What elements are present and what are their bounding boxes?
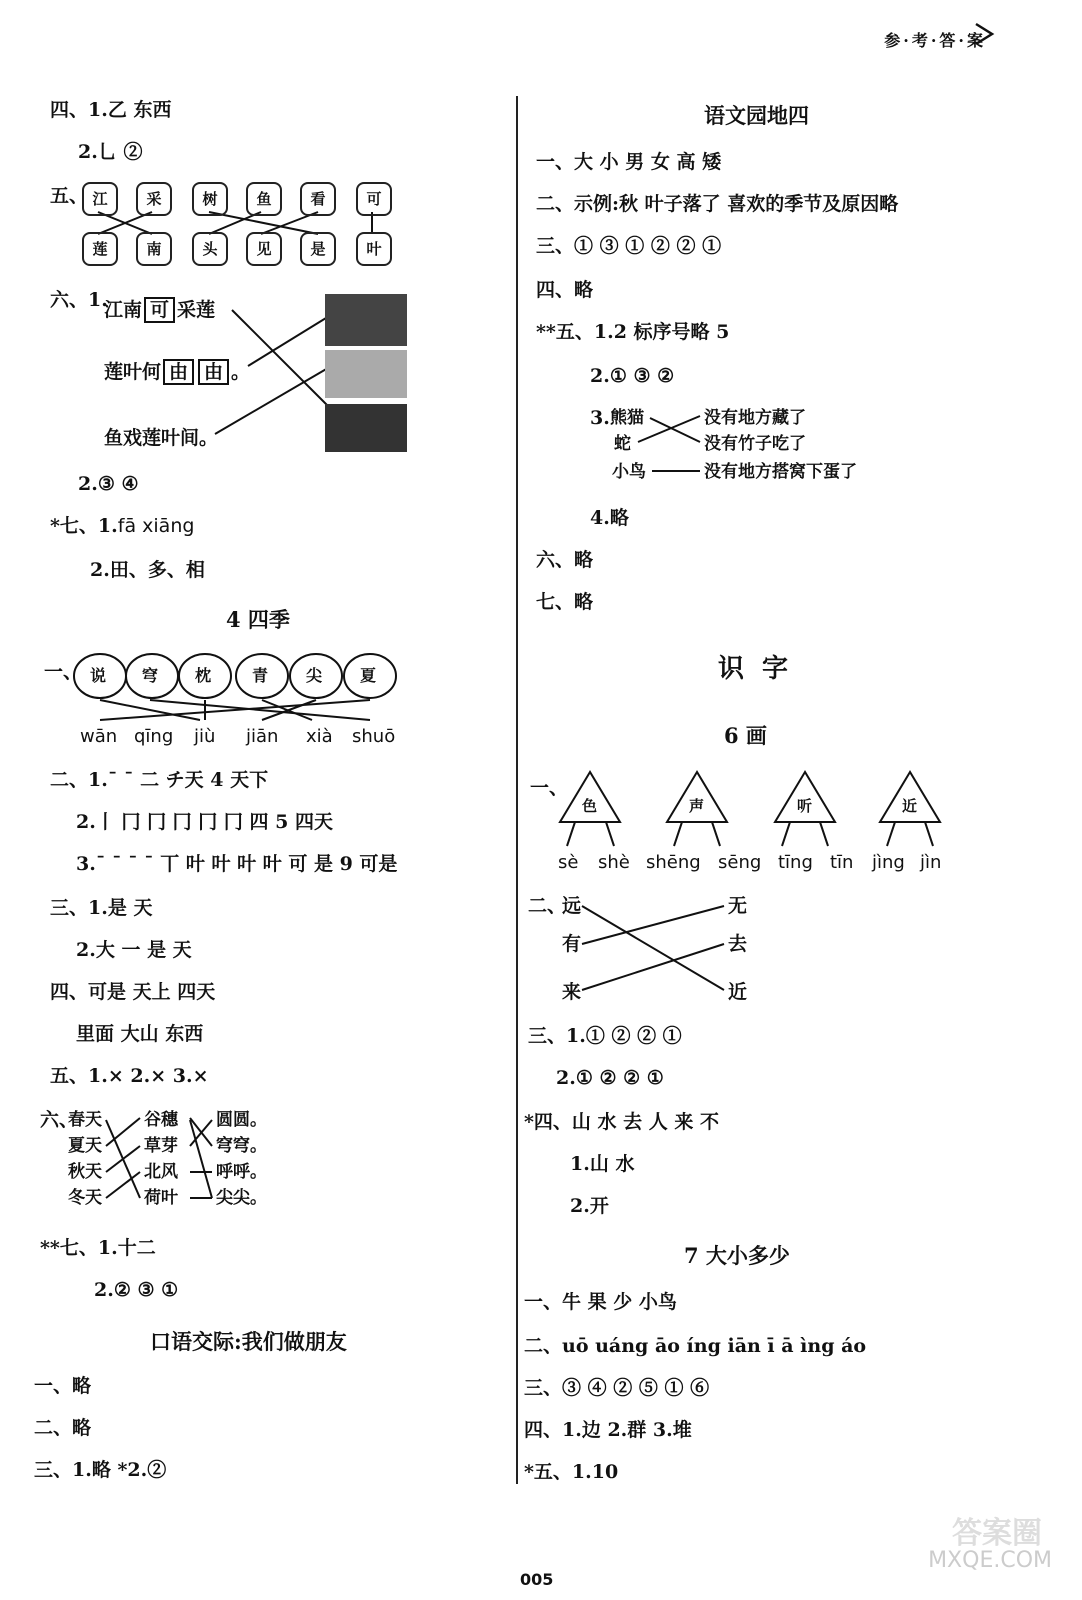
match-right: 无 xyxy=(728,895,748,917)
section-title: 口语交际:我们做朋友 xyxy=(150,1329,347,1354)
answer-line: 一、牛 果 少 小鸟 xyxy=(524,1291,677,1313)
season-word: 冬天 xyxy=(68,1188,102,1208)
watermark-url: MXQE.COM xyxy=(928,1548,1052,1573)
answer-line: 2.田、多、相 xyxy=(90,559,205,581)
answer-line: 2.① ③ ② xyxy=(590,365,675,387)
answer-line: *七、1.fā xiāng xyxy=(50,515,195,537)
season-word: 春天 xyxy=(68,1110,102,1130)
cloud-char: 穹 xyxy=(142,666,159,685)
header-label: 参·考·答·案 xyxy=(884,31,986,50)
answer-line: 二、示例:秋 叶子落了 喜欢的季节及原因略 xyxy=(536,193,899,215)
answer-line: **五、1.2 标序号略 5 xyxy=(536,321,730,343)
section-title: 7 大小多少 xyxy=(684,1243,790,1268)
answer-line: 2.③ ④ xyxy=(78,473,139,495)
answer-line: 2.① ② ② ① xyxy=(556,1067,664,1089)
triangle-char: 声 xyxy=(689,797,705,815)
q5-bottom-char: 头 xyxy=(192,232,228,266)
pinyin: shēng xyxy=(646,852,701,873)
match-left: 远 xyxy=(562,895,582,917)
pinyin: jiù xyxy=(194,726,216,747)
season-word: 圆圆。 xyxy=(216,1110,267,1130)
section-title: 4 四季 xyxy=(226,607,290,632)
match-left: 小鸟 xyxy=(612,462,646,482)
question-number: 五、 xyxy=(50,185,89,207)
answer-line: 鱼戏莲叶间。 xyxy=(104,427,219,449)
answer-line: 三、① ③ ① ② ② ① xyxy=(536,235,722,257)
triangle-char: 听 xyxy=(797,797,813,815)
answer-line: 4.略 xyxy=(590,507,629,529)
answer-line: 三、1.① ② ② ① xyxy=(528,1025,682,1047)
question-number: 一、 xyxy=(530,777,569,799)
match-left: 有 xyxy=(562,933,582,955)
answer-line: 2.乚 ② xyxy=(78,141,143,163)
answer-line: 七、略 xyxy=(536,591,594,613)
pinyin: qīng xyxy=(134,726,174,747)
pinyin: wān xyxy=(80,726,118,747)
question-number: 一、 xyxy=(44,661,83,683)
answer-line: 一、略 xyxy=(34,1375,92,1397)
page-number: 005 xyxy=(520,1570,554,1589)
q5-bottom-char: 叶 xyxy=(356,232,392,266)
question-number: 二、 xyxy=(528,895,567,917)
q5-top-char: 树 xyxy=(192,182,228,216)
q5-top-char: 江 xyxy=(82,182,118,216)
answer-line: 3.¯ ¯ ¯ ¯ 丅 叶 叶 叶 叶 可 是 9 可是 xyxy=(76,853,398,875)
q5-top-char: 鱼 xyxy=(246,182,282,216)
season-word: 呼呼。 xyxy=(216,1162,267,1182)
answer-line: 三、③ ④ ② ⑤ ① ⑥ xyxy=(524,1377,710,1399)
question-number: 3. xyxy=(590,407,610,429)
question-number: 六、 xyxy=(40,1109,79,1131)
cloud-char: 青 xyxy=(252,666,269,685)
section-title: 语文园地四 xyxy=(704,103,809,128)
season-word: 夏天 xyxy=(68,1136,102,1156)
season-word: 尖尖。 xyxy=(216,1188,267,1208)
match-left: 来 xyxy=(562,981,582,1003)
q5-top-char: 看 xyxy=(300,182,336,216)
q5-bottom-char: 莲 xyxy=(82,232,118,266)
answer-line: 2.大 一 是 天 xyxy=(76,939,192,961)
answer-line: 二、略 xyxy=(34,1417,92,1439)
section-title: 6 画 xyxy=(724,723,767,748)
cloud-char: 尖 xyxy=(306,666,323,685)
answer-line: 四、1.乙 东西 xyxy=(50,99,172,121)
season-word: 秋天 xyxy=(68,1162,102,1182)
season-word: 北风 xyxy=(144,1162,178,1182)
pinyin: jiān xyxy=(246,726,279,747)
season-word: 谷穗 xyxy=(144,1110,178,1130)
answer-line: 2.② ③ ① xyxy=(94,1279,179,1301)
cloud-char: 夏 xyxy=(360,666,377,685)
lotus-images xyxy=(325,294,407,452)
q5-bottom-char: 是 xyxy=(300,232,336,266)
answer-line: 一、大 小 男 女 高 矮 xyxy=(536,151,722,173)
cloud-char: 说 xyxy=(90,666,107,685)
answer-line: 2.开 xyxy=(570,1195,609,1217)
match-right: 没有竹子吃了 xyxy=(704,434,806,454)
pinyin: shuō xyxy=(352,726,396,747)
pinyin: xià xyxy=(306,726,333,747)
match-right: 没有地方搭窝下蛋了 xyxy=(704,462,857,482)
answer-line: 里面 大山 东西 xyxy=(76,1023,204,1045)
section-title: 识字 xyxy=(718,654,807,684)
season-word: 荷叶 xyxy=(144,1188,178,1208)
answer-line: 四、1.边 2.群 3.堆 xyxy=(524,1419,692,1441)
answer-line: 1.山 水 xyxy=(570,1153,635,1175)
answer-line: 2.丨 冂 冂 冂 冂 冂 四 5 四天 xyxy=(76,811,333,833)
pinyin: jìng xyxy=(872,852,905,873)
season-word: 草芽 xyxy=(144,1136,178,1156)
pinyin: tīn xyxy=(830,852,854,873)
pinyin: sēng xyxy=(718,852,762,873)
match-right: 去 xyxy=(728,933,748,955)
question-number: 六、1. xyxy=(50,289,108,311)
pinyin: tīng xyxy=(778,852,813,873)
q5-top-char: 可 xyxy=(356,182,392,216)
answer-line: 三、1.略 *2.② xyxy=(34,1459,167,1481)
cloud-char: 枕 xyxy=(195,666,212,685)
answer-line: 江南 可 采莲 xyxy=(104,299,216,321)
answer-line: 四、可是 天上 四天 xyxy=(50,981,216,1003)
answer-line: 二、uō uáng āo íng iān ī ā ìng áo xyxy=(524,1335,867,1357)
answer-line: *四、山 水 去 人 来 不 xyxy=(524,1111,720,1133)
answer-line: *五、1.10 xyxy=(524,1461,619,1483)
triangle-char: 近 xyxy=(902,797,918,815)
answer-line: 六、略 xyxy=(536,549,594,571)
match-right: 没有地方藏了 xyxy=(704,408,806,428)
answer-line: 莲叶何 由 由 。 xyxy=(104,361,251,383)
answer-line: 五、1.× 2.× 3.× xyxy=(50,1065,209,1087)
q5-top-char: 采 xyxy=(136,182,172,216)
match-left: 熊猫 xyxy=(610,408,644,428)
pinyin: sè xyxy=(558,852,579,873)
q5-bottom-char: 南 xyxy=(136,232,172,266)
triangle-char: 色 xyxy=(582,797,598,815)
answer-line: 二、1.¯ ¯ 二 チ天 4 天下 xyxy=(50,769,269,791)
answer-line: 四、略 xyxy=(536,279,594,301)
match-left: 蛇 xyxy=(614,434,631,454)
q5-bottom-char: 见 xyxy=(246,232,282,266)
season-word: 穹穹。 xyxy=(216,1136,267,1156)
watermark: 答案圈 xyxy=(952,1516,1042,1551)
pinyin: jìn xyxy=(920,852,942,873)
pinyin: shè xyxy=(598,852,630,873)
answer-line: **七、1.十二 xyxy=(40,1237,156,1259)
match-right: 近 xyxy=(728,981,748,1003)
answer-line: 三、1.是 天 xyxy=(50,897,153,919)
